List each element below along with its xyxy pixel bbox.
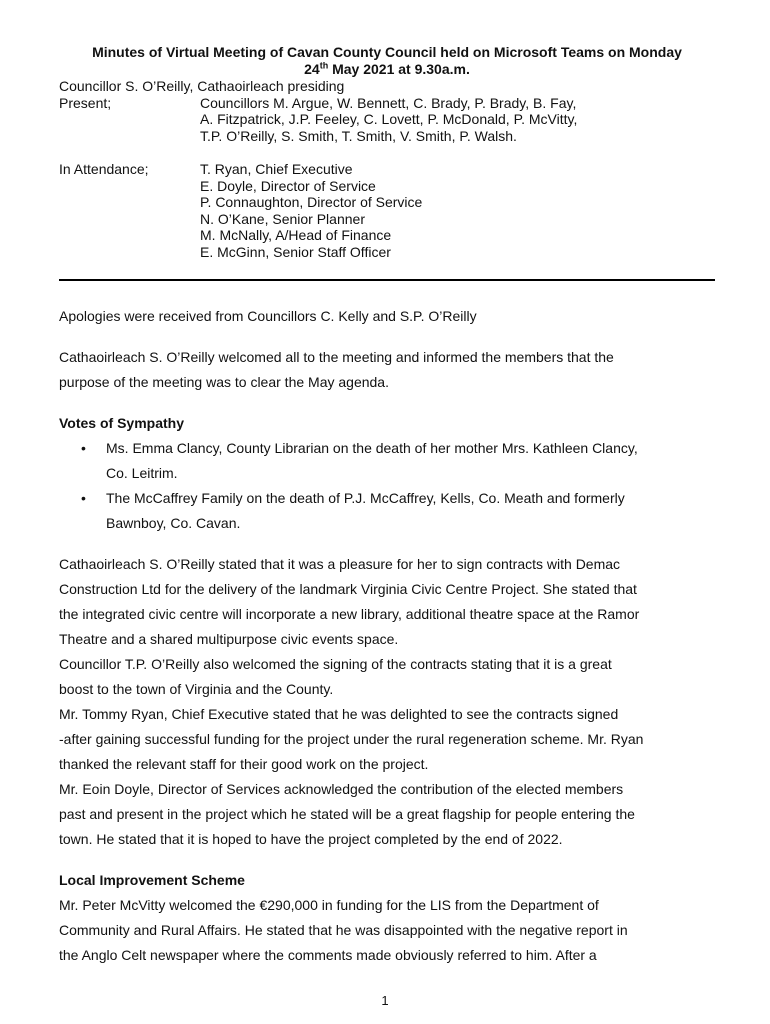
document-title: [59, 44, 715, 78]
welcome-line: purpose of the meeting was to clear the May agenda.: [59, 374, 389, 390]
present-line: T.P. O’Reilly, S. Smith, T. Smith, V. Smith, P. Walsh.: [200, 127, 517, 144]
attendance-line: E. Doyle, Director of Service: [200, 177, 376, 194]
present-list: [200, 95, 715, 145]
paragraph-line: the integrated civic centre will incorporate a new library, additional theatre space at the Ramor: [59, 606, 640, 622]
list-item-line: Co. Leitrim.: [106, 465, 178, 481]
present-label: Present;: [59, 94, 112, 111]
presiding-line: Councillor S. O’Reilly, Cathaoirleach presiding: [59, 78, 345, 94]
list-item-line: The McCaffrey Family on the death of P.J. McCaffrey, Kells, Co. Meath and formerly: [106, 490, 625, 506]
paragraph-line: Cathaoirleach S. O’Reilly stated that it was a pleasure for her to sign contracts with Demac: [59, 556, 621, 572]
attendance-line: T. Ryan, Chief Executive: [200, 161, 353, 177]
attendance-line: P. Connaughton, Director of Service: [200, 194, 423, 210]
list-item: [59, 436, 719, 486]
paragraph-line: thanked the relevant staff for their good work on the project.: [59, 756, 429, 772]
sympathy-heading: Votes of Sympathy: [59, 415, 184, 431]
paragraph-line: Community and Rural Affairs. He stated that he was disappointed with the negative report in: [59, 922, 628, 938]
header-block: [59, 44, 715, 260]
apologies-paragraph: Apologies were received from Councillors C. Kelly and S.P. O’Reilly: [59, 308, 477, 324]
list-item-line: Bawnboy, Co. Cavan.: [106, 515, 241, 531]
welcome-line: Cathaoirleach S. O’Reilly welcomed all to the meeting and informed the members that the: [59, 349, 614, 365]
paragraph-line: past and present in the project which he stated will be a great flagship for people entering the: [59, 806, 635, 822]
paragraph-line: -after gaining successful funding for the project under the rural regeneration scheme. Mr. Ryan: [59, 731, 644, 747]
title-date-rest: May 2021 at 9.30a.m.: [328, 61, 470, 77]
attendance-line: E. McGinn, Senior Staff Officer: [200, 243, 391, 260]
attendance-line: N. O’Kane, Senior Planner: [200, 210, 365, 227]
title-day-suffix: th: [319, 60, 329, 71]
minutes-body: [59, 304, 719, 968]
paragraph-line: boost to the town of Virginia and the County.: [59, 681, 334, 697]
paragraph-line: Mr. Tommy Ryan, Chief Executive stated that he was delighted to see the contracts signed: [59, 706, 619, 722]
attendance-label: In Attendance;: [59, 161, 149, 177]
title-line-1: Minutes of Virtual Meeting of Cavan County Council held on Microsoft Teams on Monday: [92, 44, 682, 60]
header-divider: [59, 279, 715, 281]
civic-centre-paragraph: [59, 552, 719, 852]
present-line: Councillors M. Argue, W. Bennett, C. Brady, P. Brady, B. Fay,: [200, 94, 577, 111]
lis-heading: Local Improvement Scheme: [59, 872, 245, 888]
paragraph-line: Construction Ltd for the delivery of the landmark Virginia Civic Centre Project. She stated that: [59, 581, 637, 597]
lis-paragraph: [59, 893, 719, 968]
paragraph-line: Councillor T.P. O’Reilly also welcomed the signing of the contracts stating that it is a great: [59, 656, 612, 672]
paragraph-line: Mr. Eoin Doyle, Director of Services acknowledged the contribution of the elected members: [59, 781, 624, 797]
present-line: A. Fitzpatrick, J.P. Feeley, C. Lovett, P. McDonald, P. McVitty,: [200, 111, 578, 127]
attendance-row: [59, 161, 715, 260]
sympathy-list: [59, 436, 719, 536]
attendance-line: M. McNally, A/Head of Finance: [200, 227, 392, 243]
list-item: [59, 486, 719, 536]
page-number: 1: [381, 993, 389, 1008]
paragraph-line: Mr. Peter McVitty welcomed the €290,000 in funding for the LIS from the Department of: [59, 897, 599, 913]
attendance-list: [200, 161, 715, 260]
title-day: 24: [304, 61, 320, 77]
paragraph-line: town. He stated that it is hoped to have the project completed by the end of 2022.: [59, 831, 563, 847]
present-row: [59, 95, 715, 145]
title-line-2: [59, 61, 715, 78]
list-item-line: Ms. Emma Clancy, County Librarian on the death of her mother Mrs. Kathleen Clancy,: [106, 440, 638, 456]
paragraph-line: Theatre and a shared multipurpose civic events space.: [59, 631, 399, 647]
paragraph-line: the Anglo Celt newspaper where the comments made obviously referred to him. After a: [59, 947, 597, 963]
